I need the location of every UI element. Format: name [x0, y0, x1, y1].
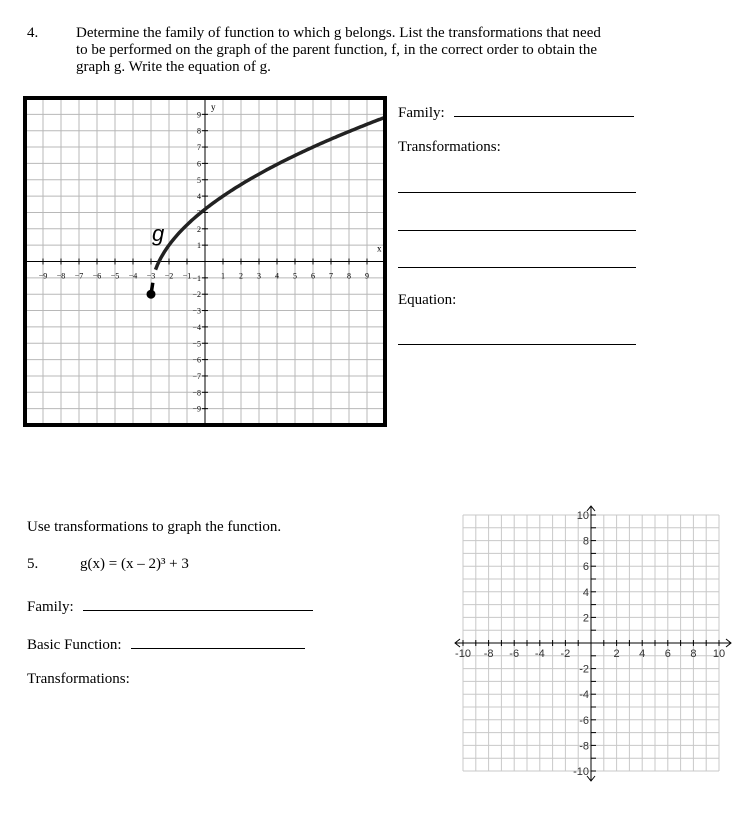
x-tick-label: 9 — [365, 271, 369, 281]
prompt-line: graph g. Write the equation of g. — [76, 59, 271, 75]
y-tick-label: −7 — [192, 371, 201, 381]
y-tick-label: -2 — [579, 663, 589, 676]
x-tick-label: 4 — [639, 648, 646, 660]
question-5-number: 5. — [27, 556, 39, 572]
x-tick-label: -8 — [483, 648, 494, 660]
y-tick-label: 1 — [197, 241, 201, 251]
y-axis-label: y — [211, 102, 216, 112]
family-answer-blank[interactable] — [454, 102, 634, 117]
family-field — [398, 102, 634, 122]
question-5-graph[interactable] — [430, 490, 739, 790]
x-tick-label: -6 — [509, 648, 520, 660]
x-tick-label: 8 — [690, 648, 697, 660]
x-tick-label: −4 — [128, 271, 138, 281]
x-tick-label: 6 — [664, 648, 671, 660]
y-tick-label: −6 — [192, 355, 201, 365]
x-tick-label: −2 — [164, 271, 174, 281]
question-4-number: 4. — [27, 25, 39, 41]
y-tick-label: −1 — [192, 273, 201, 283]
endpoint-dot — [147, 290, 156, 299]
x-tick-label: -4 — [534, 648, 545, 660]
y-tick-label: 6 — [197, 159, 201, 169]
x-tick-label: −6 — [92, 271, 102, 281]
equation-blank[interactable] — [398, 330, 636, 345]
family-answer-blank[interactable] — [83, 596, 313, 611]
y-tick-label: 4 — [582, 586, 589, 599]
instruction: Use transformations to graph the function. — [27, 519, 282, 535]
x-axis-label: x — [377, 243, 382, 254]
y-tick-label: -4 — [579, 689, 589, 702]
x-tick-label: 6 — [311, 271, 315, 281]
basic-function-blank[interactable] — [131, 634, 305, 649]
q5-family-field — [27, 596, 313, 616]
curve-label: g — [152, 221, 165, 246]
x-tick-label: 10 — [712, 648, 726, 660]
y-tick-label: 6 — [582, 561, 589, 574]
x-tick-label: 8 — [347, 271, 351, 281]
basic-function-field — [27, 634, 305, 654]
y-tick-label: 8 — [582, 535, 589, 548]
x-tick-label: −3 — [146, 271, 156, 281]
equation-label: Equation: — [398, 292, 457, 308]
family-label: Family: — [398, 105, 445, 121]
y-tick-label: −2 — [192, 290, 201, 300]
transformation-blank-3[interactable] — [398, 253, 636, 268]
question-4-graph — [0, 0, 400, 440]
y-tick-label: 10 — [576, 510, 589, 522]
transformation-blank-2[interactable] — [398, 216, 636, 231]
curve-g — [156, 117, 386, 270]
x-tick-label: 3 — [257, 271, 261, 281]
y-tick-label: 5 — [197, 175, 201, 185]
x-tick-label: -10 — [455, 648, 471, 660]
prompt-line: Determine the family of function to which g belongs. List the transformations that need — [76, 25, 601, 41]
y-tick-label: −4 — [192, 322, 201, 332]
transformation-blank-1[interactable] — [398, 178, 636, 193]
x-tick-label: 4 — [275, 271, 279, 281]
x-tick-label: −7 — [74, 271, 84, 281]
x-tick-label: 2 — [239, 271, 243, 281]
y-tick-label: -10 — [573, 766, 589, 778]
y-tick-label: −5 — [192, 339, 201, 349]
y-tick-label: 8 — [197, 126, 201, 136]
y-tick-label: −8 — [192, 388, 201, 398]
q5-transformations-label: Transformations: — [27, 671, 130, 687]
x-tick-label: 5 — [293, 271, 297, 281]
y-tick-label: 4 — [197, 192, 201, 202]
x-tick-label: 2 — [613, 648, 620, 660]
x-tick-label: 7 — [329, 271, 333, 281]
prompt-line: to be performed on the graph of the parent function, f, in the correct order to obtain the — [76, 42, 598, 58]
x-tick-label: 1 — [221, 271, 225, 281]
y-tick-label: 7 — [197, 143, 201, 153]
transformations-label: Transformations: — [398, 139, 501, 155]
y-tick-label: 2 — [582, 612, 589, 625]
y-tick-label: 2 — [197, 224, 201, 234]
x-tick-label: -2 — [560, 648, 571, 660]
x-tick-label: −5 — [110, 271, 120, 281]
y-tick-label: -6 — [579, 714, 589, 727]
y-tick-label: 9 — [197, 110, 201, 120]
y-tick-label: −9 — [192, 404, 201, 414]
y-tick-label: -8 — [579, 740, 589, 753]
x-tick-label: −1 — [182, 271, 192, 281]
x-tick-label: −8 — [56, 271, 66, 281]
question-5-function: g(x) = (x – 2)³ + 3 — [80, 556, 189, 572]
y-tick-label: 3 — [197, 208, 201, 218]
family-label: Family: — [27, 599, 74, 615]
basic-function-label: Basic Function: — [27, 637, 122, 653]
y-tick-label: −3 — [192, 306, 201, 316]
x-tick-label: −9 — [38, 271, 48, 281]
